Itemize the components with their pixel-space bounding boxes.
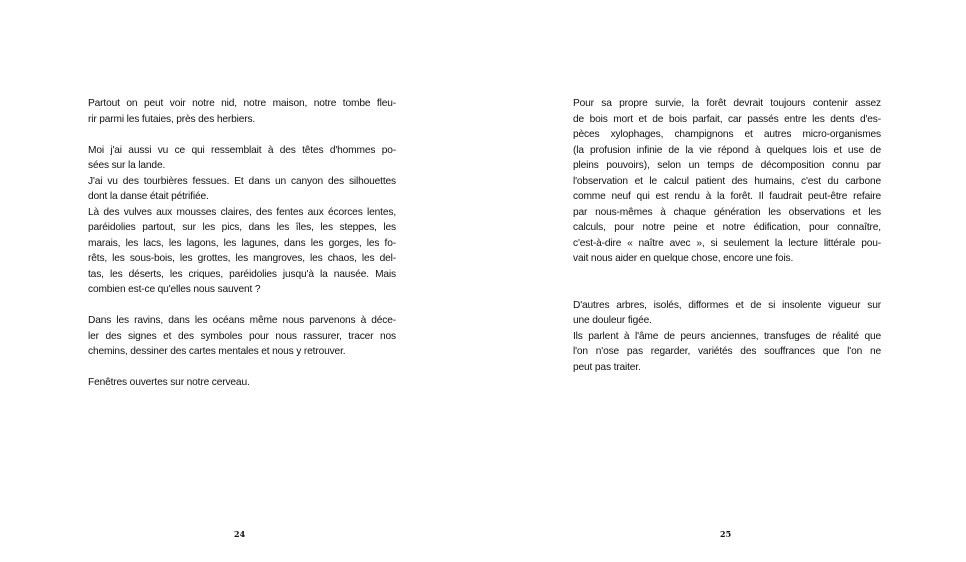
paragraph — [573, 298, 881, 329]
text-line: pèces xylophages, champignons et autres micro-organismes — [573, 129, 881, 140]
text-line: (la profusion infinie de la vie répond à quelques lois et use de — [573, 144, 881, 156]
paragraph — [88, 143, 396, 174]
text-line: rir parmi les futaies, près des herbiers. — [88, 113, 256, 125]
text-line: pleins pouvoirs), selon un temps de décomposition connu par — [573, 160, 881, 171]
text-line: paréidolies partout, sur les pics, dans les îles, les steppes, les — [88, 222, 396, 233]
paragraph — [88, 174, 396, 205]
text-line: sées sur la lande. — [88, 160, 166, 171]
text-line: Dans les ravins, dans les océans même nous parvenons à déce- — [88, 315, 396, 326]
text-line: Là des vulves aux mousses claires, des fentes aux écorces lentes, — [88, 206, 396, 218]
text-line: calculs, pour notre peine et notre édification, pour connaître, — [573, 222, 881, 233]
paragraph — [88, 205, 396, 298]
paragraph — [573, 96, 881, 267]
text-line: tas, les déserts, les criques, paréidolies jusqu'à la nausée. Mais — [88, 268, 396, 280]
text-line: D'autres arbres, isolés, difformes et de si insolente vigueur sur — [573, 299, 881, 311]
paragraph — [88, 375, 396, 391]
text-line: vait nous aider en quelque chose, encore une fois. — [573, 253, 794, 264]
text-line: Pour sa propre survie, la forêt devrait toujours contenir assez — [573, 98, 881, 109]
text-line: peut pas traiter. — [573, 361, 641, 373]
paragraph — [573, 329, 881, 376]
text-line: comme neuf qui est rendu à la forêt. Il faudrait peut-être refaire — [573, 191, 881, 202]
text-line: Fenêtres ouvertes sur notre cerveau. — [88, 377, 250, 388]
text-line: Ils parlent à l'âme de peurs anciennes, transfuges de réalité que — [573, 330, 881, 342]
text-line: l'observation et le calcul patient des humains, c'est du carbone — [573, 175, 881, 187]
text-line: Moi j'ai aussi vu ce qui ressemblait à des têtes d'hommes po- — [88, 144, 396, 156]
text-line: dont la danse était pétrifiée. — [88, 191, 209, 202]
paragraph — [88, 313, 396, 360]
left-page-text — [88, 96, 396, 391]
text-line: Partout on peut voir notre nid, notre maison, notre tombe fleu- — [88, 98, 396, 109]
text-line: de bois mort et de bois parfait, car passés entre les dents d'es- — [573, 113, 881, 125]
text-line: combien est-ce qu'elles nous sauvent ? — [88, 284, 261, 295]
text-line: marais, les lacs, les lagons, les lagunes, dans les gorges, les fo- — [88, 237, 396, 249]
text-line: chemins, dessiner des cartes mentales et nous y retrouver. — [88, 346, 346, 357]
right-page-text — [573, 96, 881, 375]
text-line: l'on n'ose pas regarder, variétés des souffrances que l'on ne — [573, 346, 881, 357]
page-number: 24 — [234, 529, 246, 539]
right-page — [483, 0, 966, 562]
text-line: par nous-mêmes à chaque génération les observations et les — [573, 206, 881, 218]
page-number: 25 — [720, 529, 732, 539]
text-line: c'est-à-dire « naître avec », si seulement la lecture littérale pou- — [573, 237, 881, 249]
paragraph — [88, 96, 396, 127]
text-line: ler des signes et des symboles pour nous rassurer, tracer nos — [88, 330, 396, 342]
text-line: J'ai vu des tourbières fessues. Et dans un canyon des silhouettes — [88, 175, 396, 187]
text-line: une douleur figée. — [573, 315, 652, 326]
text-line: rêts, les sous-bois, les grottes, les mangroves, les chaos, les del- — [88, 253, 396, 264]
